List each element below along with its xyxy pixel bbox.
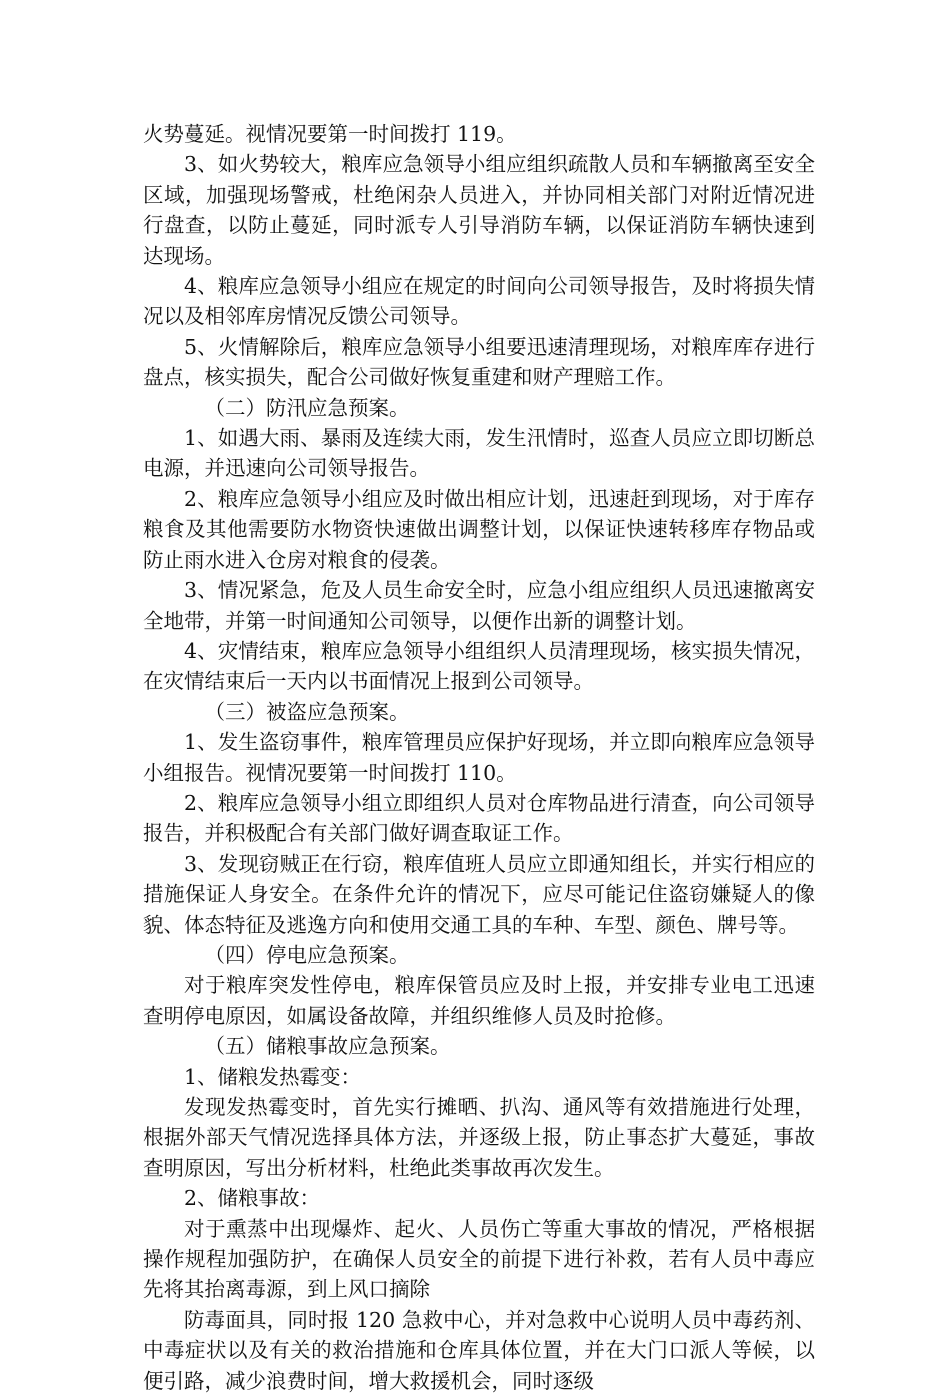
- paragraph: 发现发热霉变时，首先实行摊晒、扒沟、通风等有效措施进行处理，根据外部天气情况选择具体方法，并逐级上报，防止事态扩大蔓延，事故查明原因，写出分析材料，杜绝此类事故再次发生。: [143, 1095, 815, 1180]
- paragraph: 4、灾情结束，粮库应急领导小组组织人员清理现场，核实损失情况，在灾情结束后一天内以书面情况上报到公司领导。: [143, 638, 815, 694]
- paragraph: 5、火情解除后，粮库应急领导小组要迅速清理现场，对粮库库存进行盘点，核实损失，配合公司做好恢复重建和财产理赔工作。: [143, 334, 815, 390]
- document-body: [143, 119, 815, 1396]
- paragraph: 3、如火势较大，粮库应急领导小组应组织疏散人员和车辆撤离至安全区域，加强现场警戒，杜绝闲杂人员进入，并协同相关部门对附近情况进行盘查，以防止蔓延，同时派专人引导消防车辆，以保证消防车辆快速到达现场。: [143, 152, 815, 268]
- paragraph: 3、发现窃贼正在行窃，粮库值班人员应立即通知组长，并实行相应的措施保证人身安全。在条件允许的情况下，应尽可能记住盗窃嫌疑人的像貌、体态特征及逃逸方向和使用交通工具的车种、车型、颜色、牌号等。: [143, 851, 815, 937]
- paragraph: 对于粮库突发性停电，粮库保管员应及时上报，并安排专业电工迅速查明停电原因，如属设备故障，并组织维修人员及时抢修。: [143, 973, 815, 1028]
- paragraph: 1、发生盗窃事件，粮库管理员应保护好现场，并立即向粮库应急领导小组报告。视情况要第一时间拨打 110。: [143, 730, 815, 785]
- section-heading: （三）被盗应急预案。: [204, 699, 410, 724]
- subheading: 1、储粮发热霉变：: [184, 1064, 362, 1089]
- section-heading: （二）防汛应急预案。: [204, 395, 410, 420]
- paragraph: 对于熏蒸中出现爆炸、起火、人员伤亡等重大事故的情况，严格根据操作规程加强防护，在确保人员安全的前提下进行补救，若有人员中毒应先将其抬离毒源，到上风口摘除: [143, 1216, 815, 1302]
- paragraph: 1、如遇大雨、暴雨及连续大雨，发生汛情时，巡查人员应立即切断总电源，并迅速向公司领导报告。: [143, 426, 815, 481]
- paragraph: 2、粮库应急领导小组立即组织人员对仓库物品进行清查，向公司领导报告，并积极配合有关部门做好调查取证工作。: [143, 790, 815, 846]
- paragraph: 3、情况紧急，危及人员生命安全时，应急小组应组织人员迅速撤离安全地带，并第一时间通知公司领导，以便作出新的调整计划。: [143, 578, 815, 633]
- section-heading: （五）储粮事故应急预案。: [204, 1034, 451, 1059]
- section-heading: （四）停电应急预案。: [204, 942, 410, 967]
- subheading: 2、储粮事故：: [184, 1186, 321, 1211]
- paragraph: 2、粮库应急领导小组应及时做出相应计划，迅速赶到现场，对于库存粮食及其他需要防水物资快速做出调整计划，以保证快速转移库存物品或防止雨水进入仓房对粮食的侵袭。: [143, 486, 815, 572]
- paragraph: 火势蔓延。视情况要第一时间拨打 119。: [143, 122, 517, 146]
- paragraph: 防毒面具，同时报 120 急救中心，并对急救中心说明人员中毒药剂、中毒症状以及有关的救治措施和仓库具体位置，并在大门口派人等候，以便引路，减少浪费时间，增大救援机会，同时逐级: [143, 1307, 815, 1393]
- paragraph: 4、粮库应急领导小组应在规定的时间向公司领导报告，及时将损失情况以及相邻库房情况反馈公司领导。: [143, 274, 815, 329]
